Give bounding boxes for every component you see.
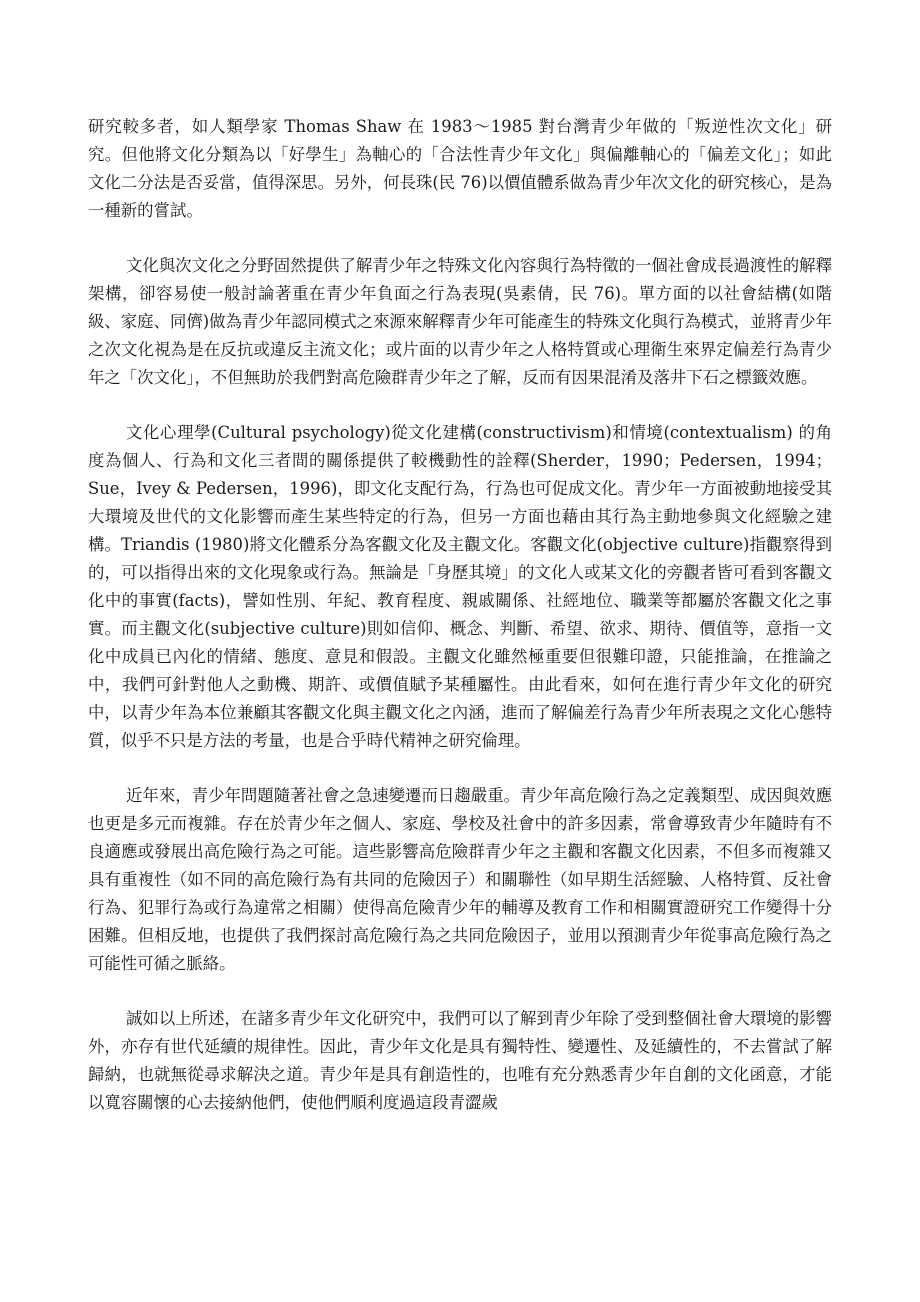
paragraph-5: 誠如以上所述，在諸多青少年文化研究中，我們可以了解到青少年除了受到整個社會大環境的影響外，亦存有世代延續的規律性。因此，青少年文化是具有獨特性、變遷性、及延續性的，不去嘗試了解歸納，也就無從尋求解決之道。青少年是具有創造性的，也唯有充分熟悉青少年自創的文化函意，才能以寬容關懷的心去接納他們，使他們順利度過這段青澀歲 (88, 1009, 832, 1112)
paragraph-2: 文化與次文化之分野固然提供了解青少年之特殊文化內容與行為特徵的一個社會成長過渡性的解釋架構，卻容易使一般討論著重在青少年負面之行為表現(吳素倩，民 76)。單方面的以社會結構(如階級、家庭、同儕)做為青少年認同模式之來源來解釋青少年可能產生的特殊文化與行為模式，並將青少年之次文化視為是在反抗或違反主流文化；或片面的以青少年之人格特質或心理衛生來界定偏差行為青少年之「次文化」，不但無助於我們對高危險群青少年之了解，反而有因果混淆及落井下石之標籤效應。 (88, 256, 832, 387)
paragraph-4: 近年來，青少年問題隨著社會之急速變遷而日趨嚴重。青少年高危險行為之定義類型、成因與效應也更是多元而複雜。存在於青少年之個人、家庭、學校及社會中的許多因素，常會導致青少年隨時有不良適應或發展出高危險行為之可能。這些影響高危險群青少年之主觀和客觀文化因素，不但多而複雜又具有重複性（如不同的高危險行為有共同的危險因子）和關聯性（如早期生活經驗、人格特質、反社會行為、犯罪行為或行為違常之相關）使得高危險青少年的輔導及教育工作和相關實證研究工作變得十分困難。但相反地，也提供了我們探討高危險行為之共同危險因子，並用以預測青少年從事高危險行為之可能性可循之脈絡。 (88, 786, 832, 973)
paragraph-3: 文化心理學(Cultural psychology)從文化建構(constructivism)和情境(contextualism) 的角度為個人、行為和文化三者間的關係提供了較機動性的詮釋(Sherder，1990；Pedersen，1994；Sue，Ivey & Pedersen，1996)，即文化支配行為，行為也可促成文化。青少年一方面被動地接受其大環境及世代的文化影響而產生某些特定的行為，但另一方面也藉由其行為主動地參與文化經驗之建構。Triandis (1980)將文化體系分為客觀文化及主觀文化。客觀文化(objective culture)指觀察得到的，可以指得出來的文化現象或行為。無論是「身歷其境」的文化人或某文化的旁觀者皆可看到客觀文化中的事實(facts)，譬如性別、年紀、教育程度、親戚關係、社經地位、職業等都屬於客觀文化之事實。而主觀文化(subjective culture)則如信仰、概念、判斷、希望、欲求、期待、價值等，意指一文化中成員已內化的情緒、態度、意見和假設。主觀文化雖然極重要但很難印證，只能推論，在推論之中，我們可針對他人之動機、期許、或價值賦予某種屬性。由此看來，如何在進行青少年文化的研究中，以青少年為本位兼顧其客觀文化與主觀文化之內涵，進而了解偏差行為青少年所表現之文化心態特質，似乎不只是方法的考量，也是合乎時代精神之研究倫理。 (88, 423, 832, 750)
paragraph-1: 研究較多者，如人類學家 Thomas Shaw 在 1983～1985 對台灣青少年做的「叛逆性次文化」研究。但他將文化分類為以「好學生」為軸心的「合法性青少年文化」與偏離軸心的「偏差文化」；如此文化二分法是否妥當，值得深思。另外，何長珠(民 76)以價值體系做為青少年次文化的研究核心，是為一種新的嘗試。 (88, 117, 832, 220)
body-text (88, 113, 832, 1117)
